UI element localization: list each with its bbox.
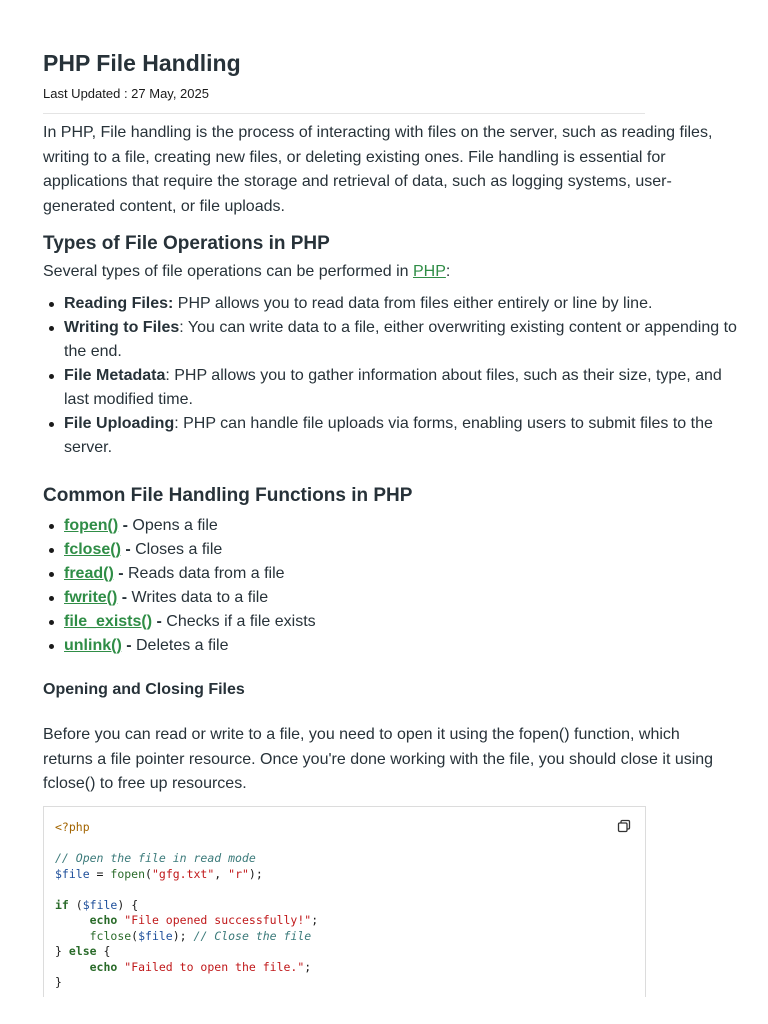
item-desc: : You can write data to a file, either overwriting existing content or appending to the end. [64, 319, 737, 360]
copy-icon[interactable] [617, 819, 631, 833]
item-sep: - [120, 541, 136, 558]
item-sep: - [152, 613, 167, 630]
item-sep: - [113, 565, 128, 582]
item-desc: Reads data from a file [128, 565, 285, 582]
item-term: Reading Files: [64, 295, 174, 312]
php-link[interactable]: PHP [412, 263, 446, 280]
item-sep: - [118, 517, 133, 534]
item-desc: : PHP allows you to gather information about files, such as their size, type, and last modified time. [64, 367, 722, 408]
list-item [64, 634, 316, 658]
fopen-link[interactable]: fopen() [64, 517, 119, 534]
types-lead [43, 260, 450, 285]
list-item [64, 538, 316, 562]
item-desc: Deletes a file [135, 637, 229, 654]
fread-link[interactable]: fread() [64, 565, 114, 582]
types-list [43, 292, 744, 460]
types-lead-end: : [445, 263, 451, 280]
item-desc: Opens a file [132, 517, 218, 534]
item-sep: - [117, 589, 132, 606]
item-sep: - [121, 637, 136, 654]
list-item [64, 586, 316, 610]
item-term: File Metadata [64, 367, 166, 384]
code-content: <?php // Open the file in read mode $file = fopen("gfg.txt", "r"); if ($file) { echo "File opened successfully!"; fclose($file); // Close the file } else { echo "Failed to open the file."; } [55, 820, 319, 989]
divider [43, 113, 645, 114]
item-desc: Closes a file [135, 541, 223, 558]
functions-list [43, 514, 316, 658]
last-updated: Last Updated : 27 May, 2025 [43, 86, 209, 101]
list-item [64, 292, 744, 316]
unlink-link[interactable]: unlink() [64, 637, 122, 654]
code-block [43, 806, 646, 997]
page-title: PHP File Handling [43, 50, 241, 76]
open-close-paragraph: Before you can read or write to a file, you need to open it using the fopen() function, which returns a file pointer resource. Once you're done working with the file, you should close it using fclose() to free up resources. [43, 726, 714, 792]
item-desc: PHP allows you to read data from files either entirely or line by line. [173, 295, 653, 312]
item-desc: Checks if a file exists [166, 613, 316, 630]
list-item [64, 364, 744, 412]
list-item [64, 562, 316, 586]
fclose-link[interactable]: fclose() [64, 541, 121, 558]
open-close-heading: Opening and Closing Files [43, 681, 245, 698]
item-desc: Writes data to a file [131, 589, 269, 606]
item-desc: : PHP can handle file uploads via forms, enabling users to submit files to the server. [64, 415, 713, 456]
item-term: Writing to Files [64, 319, 180, 336]
types-heading: Types of File Operations in PHP [43, 233, 330, 254]
list-item [64, 514, 316, 538]
fwrite-link[interactable]: fwrite() [64, 589, 118, 606]
item-term: File Uploading [64, 415, 175, 432]
list-item [64, 610, 316, 634]
intro-paragraph: In PHP, File handling is the process of interacting with files on the server, such as reading files, writing to a file, creating new files, or deleting existing ones. File handling is essential for applications that require the storage and retrieval of data, such as logging systems, user-generated content, or file uploads. [43, 124, 713, 215]
file-exists-link[interactable]: file_exists() [64, 613, 153, 630]
types-lead-text: Several types of file operations can be performed in [43, 263, 413, 280]
list-item [64, 412, 744, 460]
list-item [64, 316, 744, 364]
functions-heading: Common File Handling Functions in PHP [43, 485, 413, 506]
